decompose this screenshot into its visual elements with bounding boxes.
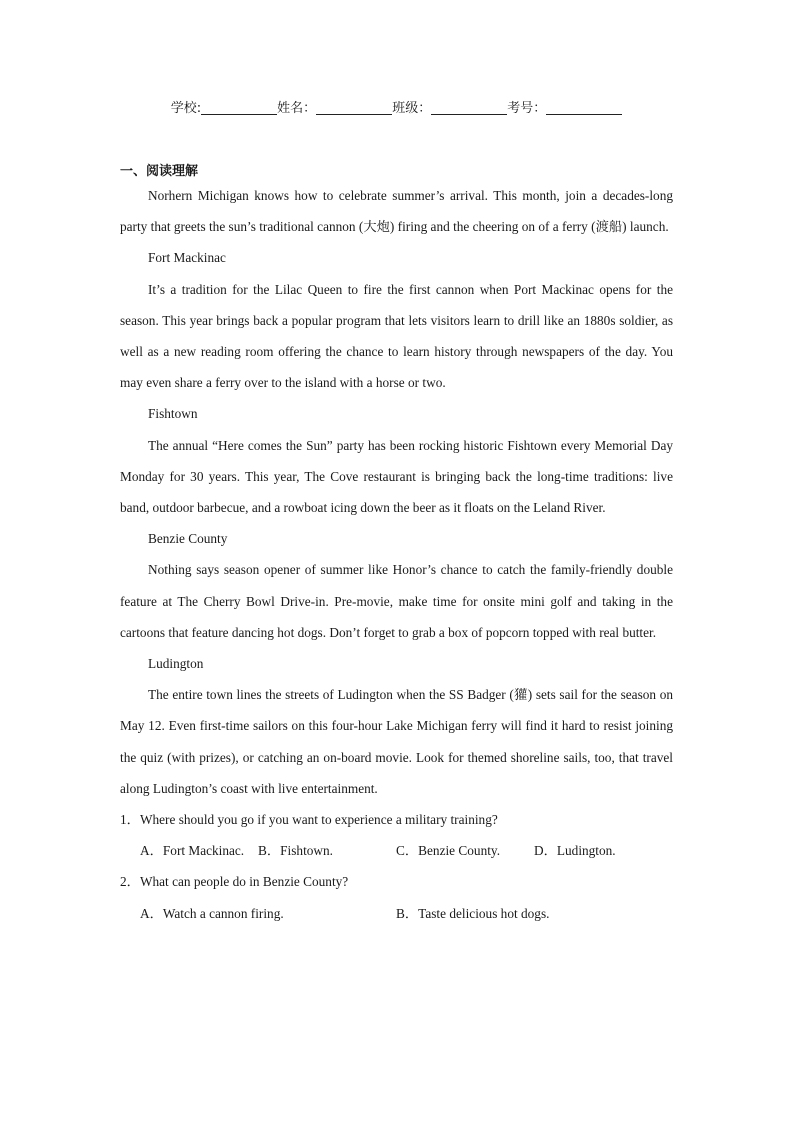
place-heading: Benzie County <box>148 531 228 547</box>
exam-no-blank[interactable] <box>546 100 622 115</box>
section-title: 一、阅读理解 <box>120 164 199 179</box>
student-info-header <box>0 97 793 116</box>
reading-passage <box>120 180 673 929</box>
class-label: 班级： <box>392 101 432 116</box>
school-blank[interactable] <box>201 100 277 115</box>
place-paragraph: Nothing says season opener of summer like Honor’s chance to catch the family-friendly double feature at The Cherry Bowl Drive-in. Pre-movie, make time for onsite mini golf and taking in the cartoons that feature dancing hot dogs. Don’t forget to grab a box of popcorn topped with real butter. <box>120 562 673 640</box>
option-a[interactable]: A．Fort Mackinac. <box>140 843 245 859</box>
place-paragraph: The annual “Here comes the Sun” party has been rocking historic Fishtown every Memorial Day Monday for 30 years. This year, The Cove restaurant is bringing back the long-time traditions: live band, outdoor barbecue, and a rowboat icing down the beer as it floats on the Leland River. <box>120 437 673 516</box>
option-a[interactable]: A．Watch a cannon firing. <box>140 905 284 921</box>
place-paragraph: It’s a tradition for the Lilac Queen to fire the first cannon when Port Mackinac opens for the season. This year brings back a popular program that lets visitors learn to drill like an 1880s soldier, as well as a new reading room offering the chance to learn history through newspapers of the day. You may even share a ferry over to the island with a horse or two. <box>120 281 673 391</box>
option-c[interactable]: C．Benzie County. <box>396 843 501 859</box>
name-blank[interactable] <box>316 100 392 115</box>
exam-no-label: 考号： <box>507 101 547 116</box>
option-d[interactable]: D．Ludington. <box>534 843 616 859</box>
option-b[interactable]: B．Fishtown. <box>258 843 333 859</box>
question-stem: 1．Where should you go if you want to experience a military training? <box>120 812 498 828</box>
place-heading: Fort Mackinac <box>148 250 226 266</box>
place-heading: Fishtown <box>148 406 198 422</box>
place-paragraph: The entire town lines the streets of Ludington when the SS Badger (獾) sets sail for the season on May 12. Even first-time sailors on this four-hour Lake Michigan ferry will find it hard to resist joining the quiz (with prizes), or catching an on-board movie. Look for themed shoreline sails, too, that travel along Ludington’s coast with live entertainment. <box>120 687 673 796</box>
school-label: 学校: <box>170 101 202 116</box>
name-label: 姓名： <box>277 101 317 116</box>
place-heading: Ludington <box>148 656 204 672</box>
question-options <box>120 898 673 929</box>
class-blank[interactable] <box>431 100 507 115</box>
question-options <box>120 835 673 866</box>
option-b[interactable]: B．Taste delicious hot dogs. <box>396 905 550 921</box>
question-stem: 2．What can people do in Benzie County? <box>120 874 349 890</box>
intro-paragraph: Norhern Michigan knows how to celebrate summer’s arrival. This month, join a decades-long party that greets the sun’s traditional cannon (大炮) firing and the cheering on of a ferry (渡船) launch. <box>120 188 673 235</box>
